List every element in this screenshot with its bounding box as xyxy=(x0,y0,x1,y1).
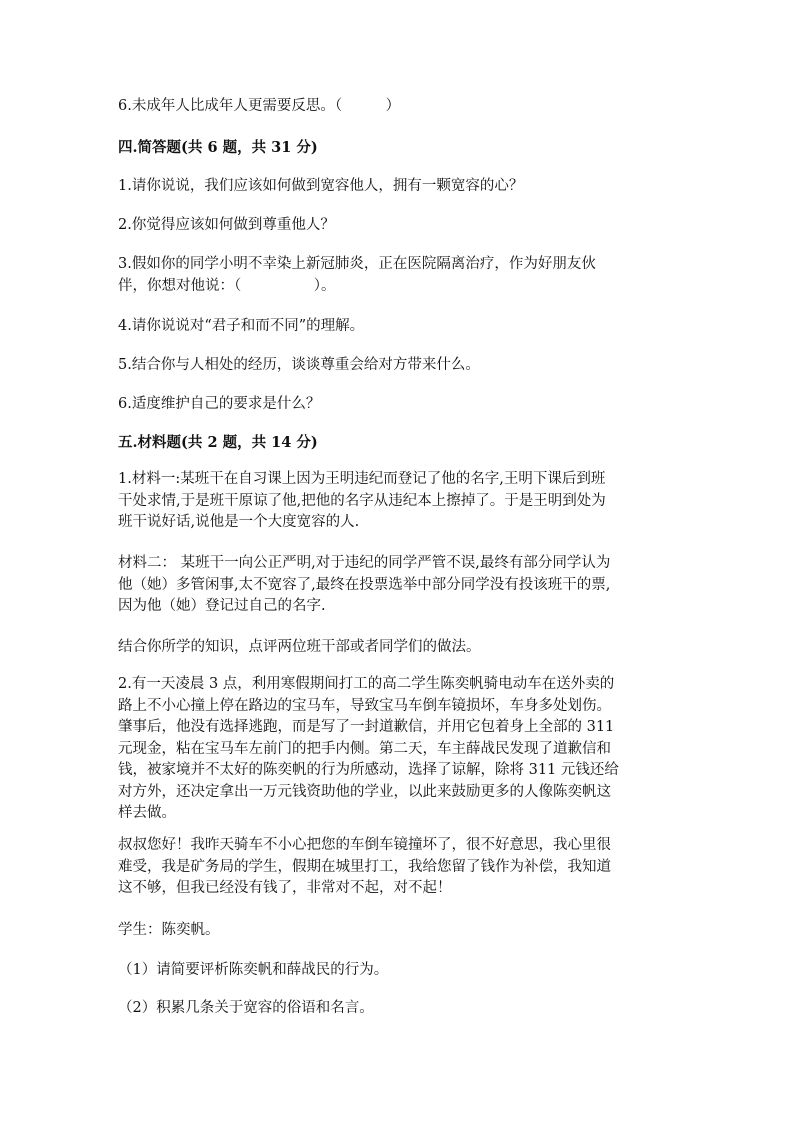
short-answer-q6: 6.适度维护自己的要求是什么？ xyxy=(118,396,321,412)
letter-line: 叔叔您好！我昨天骑车不小心把您的车倒车镜撞坏了，很不好意思，我心里很 xyxy=(118,837,611,853)
short-answer-q5: 5.结合你与人相处的经历，谈谈尊重会给对方带来什么。 xyxy=(118,357,480,373)
material-2-line: 因为他（她）登记过自己的名字. xyxy=(118,598,326,614)
section-4-heading: 四.简答题(共 6 题，共 31 分) xyxy=(118,139,318,156)
section-5-heading: 五.材料题(共 2 题，共 14 分) xyxy=(118,434,318,451)
short-answer-q3-line2: 伴，你想对他说：（ ）。 xyxy=(118,277,336,294)
short-answer-q1: 1.请你说说，我们应该如何做到宽容他人，拥有一颗宽容的心？ xyxy=(118,178,524,194)
judge-question-6: 6.未成年人比成年人更需要反思。（ ） xyxy=(118,98,401,114)
letter-signature: 学生：陈奕帆。 xyxy=(118,922,220,938)
letter-line: 这不够，但我已经没有钱了，非常对不起，对不起！ xyxy=(118,880,452,896)
story-line: 2.有一天凌晨 3 点，利用寒假期间打工的高二学生陈奕帆骑电动车在送外卖的 xyxy=(118,676,615,692)
story-line: 元现金，粘在宝马车左前门的把手内侧。第二天，车主薛战民发现了道歉信和 xyxy=(118,740,611,757)
story-line: 对方外，还决定拿出一万元钱资助他的学业，以此来鼓励更多的人像陈奕帆这 xyxy=(118,783,611,800)
short-answer-q3-line1: 3.假如你的同学小明不幸染上新冠肺炎，正在医院隔离治疗，作为好朋友伙 xyxy=(118,256,596,272)
material-1 xyxy=(118,469,678,534)
story-line: 样去做。 xyxy=(118,805,176,821)
story-line: 路上不小心撞上停在路边的宝马车，导致宝马车倒车镜损坏，车身多处划伤。 xyxy=(118,697,611,714)
sub-question-2: （2）积累几条关于宽容的俗语和名言。 xyxy=(118,1000,374,1016)
material-2 xyxy=(118,553,678,618)
material-q1-task: 结合你所学的知识，点评两位班干部或者同学们的做法。 xyxy=(118,639,481,655)
material-2-line: 材料二： 某班干一向公正严明,对于违纪的同学严管不误,最终有部分同学认为 xyxy=(118,555,611,571)
sub-question-1: （1）请简要评析陈奕帆和薛战民的行为。 xyxy=(118,962,389,978)
letter-line: 难受，我是矿务局的学生，假期在城里打工，我给您留了钱作为补偿，我知道 xyxy=(118,858,611,875)
story-line: 肇事后，他没有选择逃跑，而是写了一封道歉信，并用它包着身上全部的 311 xyxy=(118,719,615,735)
material-1-line: 1.材料一:某班干在自习课上因为王明违纪而登记了他的名字,王明下课后到班 xyxy=(118,471,606,487)
material-2-line: 他（她）多管闲事,太不宽容了,最终在投票选举中部分同学没有投该班干的票, xyxy=(118,576,611,593)
short-answer-q2: 2.你觉得应该如何做到尊重他人？ xyxy=(118,217,335,233)
short-answer-q3 xyxy=(118,254,678,297)
story-line: 钱，被家境并不太好的陈奕帆的行为所感动，选择了谅解，除将 311 元钱还给 xyxy=(118,762,619,778)
short-answer-q4: 4.请你说说对“君子和而不同”的理解。 xyxy=(118,318,365,334)
material-1-line: 班干说好话,说他是一个大度宽容的人. xyxy=(118,514,360,530)
material-q2-story xyxy=(118,674,678,825)
apology-letter xyxy=(118,835,678,900)
material-1-line: 干处求情,于是班干原谅了他,把他的名字从违纪本上擦掉了。于是王明到处为 xyxy=(118,492,606,509)
